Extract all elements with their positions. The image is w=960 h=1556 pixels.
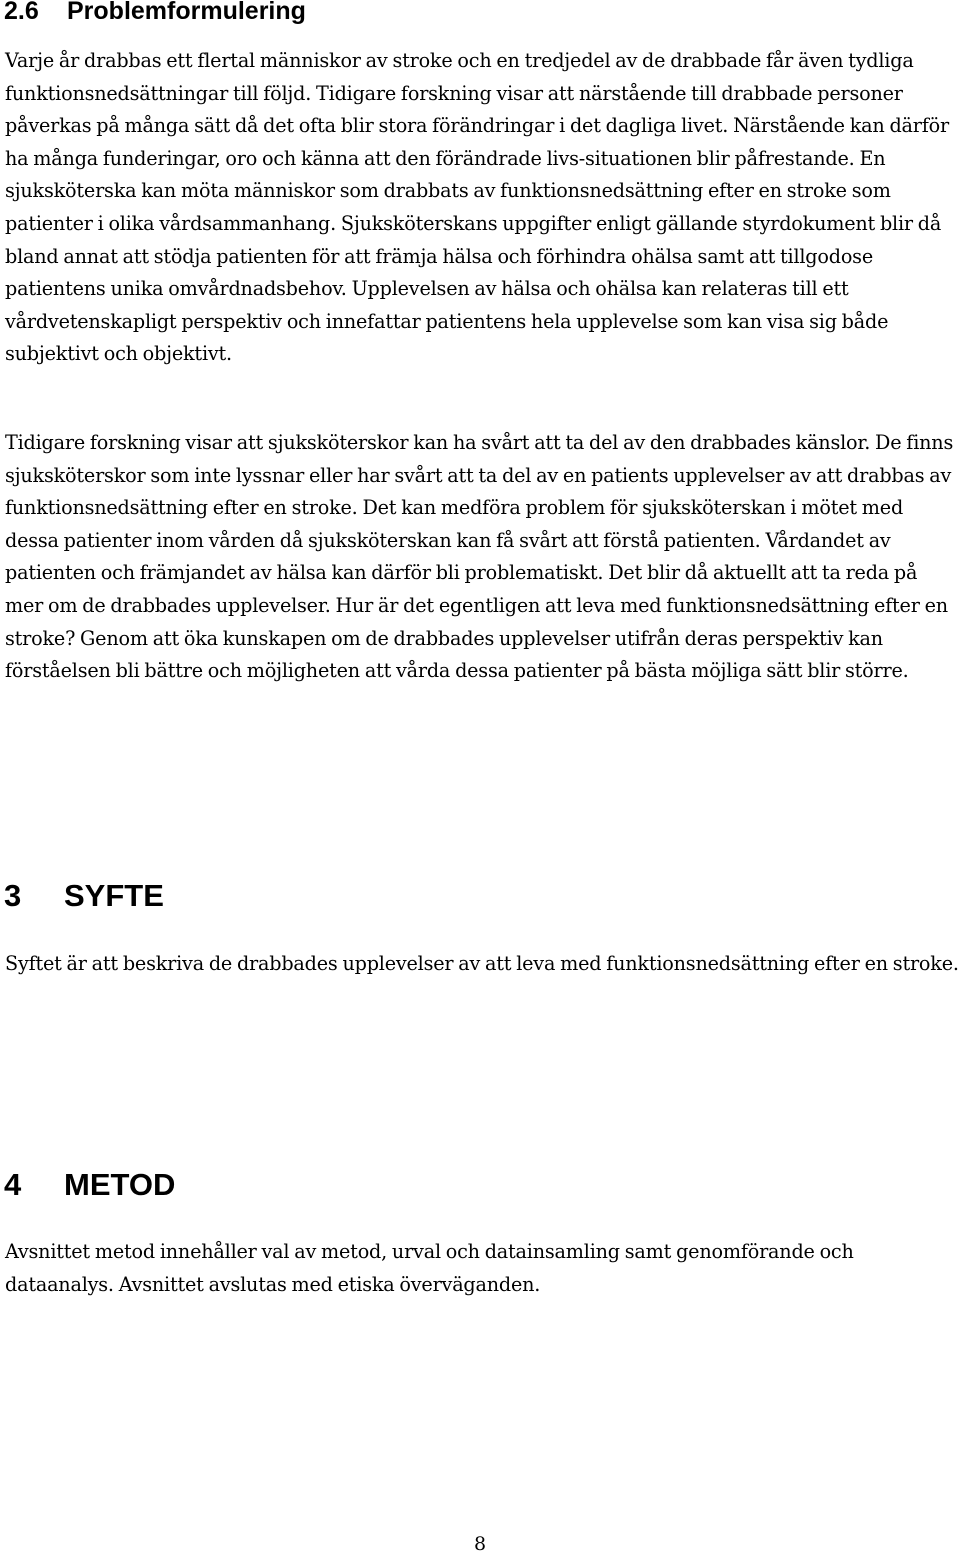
problem-paragraph-2: Tidigare forskning visar att sjuksköterskor kan ha svårt att ta del av den drabbades känslor. De finns sjuksköterskor som inte lyssnar eller har svårt att ta del av en patients upplevelser av att drabbas av funktionsnedsättning efter en stroke. Det kan medföra problem för sjuksköterskan i mötet med dessa patienter inom vården då sjuksköterskan kan få svårt att förstå patienten. Vårdandet av patienten och främjandet av hälsa kan därför bli problematiskt. Det blir då aktuellt att ta reda på mer om de drabbades upplevelser. Hur är det egentligen att leva med funktionsnedsättning efter en stroke? Genom att öka kunskapen om de drabbades upplevelser utifrån deras perspektiv kan förståelsen bli bättre och möjligheten att vårda dessa patienter på bästa möjliga sätt blir större.	[5, 431, 954, 683]
section-title: Problemformulering	[67, 0, 306, 25]
section-title: SYFTE	[64, 878, 164, 913]
section-number: 3	[4, 878, 22, 913]
section-heading-syfte	[4, 876, 164, 916]
metod-paragraph: Avsnittet metod innehåller val av metod, urval och datainsamling samt genomförande och dataanalys. Avsnittet avslutas med etiska överväganden.	[5, 1240, 854, 1296]
section-heading-metod	[4, 1165, 175, 1205]
page-number: 8	[473, 1533, 487, 1555]
problem-paragraph-1: Varje år drabbas ett flertal människor av stroke och en tredjedel av de drabbade får även tydliga funktionsnedsättningar till följd. Tidigare forskning visar att närstående till drabbade personer påverkas på många sätt då det ofta blir stora förändringar i det dagliga livet. Närstående kan därför ha många funderingar, oro och känna att den förändrade livs-situationen blir påfrestande. En sjuksköterska kan möta människor som drabbats av funktionsnedsättning efter en stroke som patienter i olika vårdsammanhang. Sjuksköterskans uppgifter enligt gällande styrdokument blir då bland annat att stödja patienten för att främja hälsa och förhindra ohälsa samt att tillgodose patientens unika omvårdnadsbehov. Upplevelsen av hälsa och ohälsa kan relateras till ett vårdvetenskapligt perspektiv och innefattar patientens hela upplevelse som kan visa sig både subjektivt och objektivt.	[5, 49, 949, 366]
section-number: 2.6	[4, 0, 39, 25]
syfte-paragraph: Syftet är att beskriva de drabbades upplevelser av att leva med funktionsnedsättning efter en stroke.	[5, 952, 959, 975]
section-number: 4	[4, 1167, 22, 1202]
section-heading-problemformulering	[4, 0, 306, 28]
section-title: METOD	[64, 1167, 176, 1202]
